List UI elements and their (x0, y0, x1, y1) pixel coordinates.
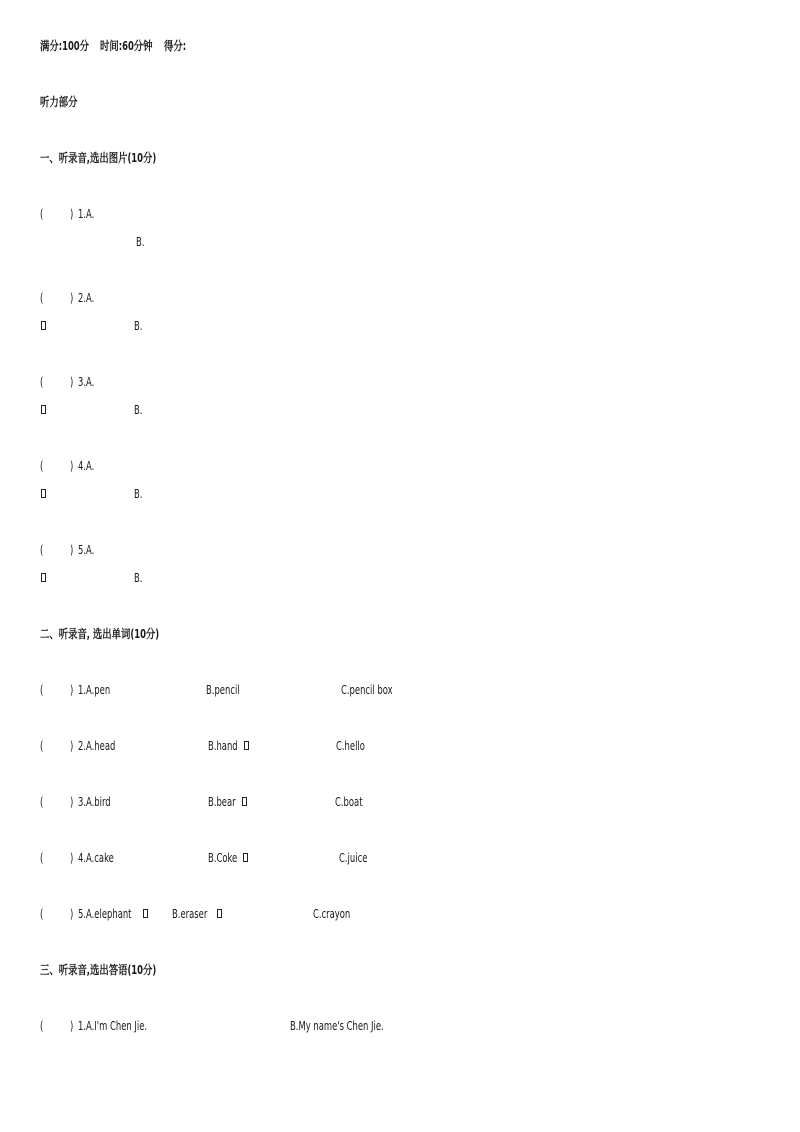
missing-glyph-icon (217, 909, 222, 918)
option-b: B.Coke (208, 851, 238, 865)
missing-image-icon (41, 573, 46, 582)
answer-bracket: ( ) (40, 459, 74, 473)
answer-bracket: ( ) (40, 291, 74, 305)
section-title-3: 三、听录音,选出答语(10分) (40, 963, 157, 977)
answer-bracket: ( ) (40, 739, 74, 753)
answer-bracket: ( ) (40, 795, 74, 809)
option-b: B. (134, 571, 143, 585)
question-number: 3.A. (78, 375, 95, 389)
missing-image-icon (41, 321, 46, 330)
option-c: C.boat (335, 795, 363, 809)
option-b: B. (134, 319, 143, 333)
option-a: 1.A.I'm Chen Jie. (78, 1019, 148, 1033)
missing-glyph-icon (243, 853, 248, 862)
time-label: 时间:60分钟 (100, 39, 153, 53)
missing-glyph-icon (143, 909, 148, 918)
score-label: 满分:100分 (40, 39, 90, 53)
missing-glyph-icon (244, 741, 249, 750)
missing-image-icon (41, 405, 46, 414)
option-b: B.bear (208, 795, 236, 809)
option-c: C.crayon (313, 907, 351, 921)
option-c: C.pencil box (341, 683, 393, 697)
question-number: 2.A. (78, 291, 95, 305)
answer-bracket: ( ) (40, 1019, 74, 1033)
option-b: B.My name's Chen Jie. (290, 1019, 384, 1033)
answer-bracket: ( ) (40, 543, 74, 557)
option-c: C.juice (339, 851, 368, 865)
section-title-2: 二、听录音, 选出单词(10分) (40, 627, 160, 641)
option-a: 4.A.cake (78, 851, 114, 865)
answer-bracket: ( ) (40, 683, 74, 697)
answer-bracket: ( ) (40, 207, 74, 221)
part-title: 听力部分 (40, 95, 78, 109)
option-b: B. (134, 403, 143, 417)
missing-glyph-icon (242, 797, 247, 806)
missing-image-icon (41, 489, 46, 498)
score-field-label: 得分: (164, 39, 187, 53)
option-a: 5.A.elephant (78, 907, 132, 921)
answer-bracket: ( ) (40, 851, 74, 865)
answer-bracket: ( ) (40, 907, 74, 921)
question-number: 5.A. (78, 543, 95, 557)
section-title-1: 一、听录音,选出图片(10分) (40, 151, 157, 165)
option-c: C.hello (336, 739, 365, 753)
option-a: 3.A.bird (78, 795, 111, 809)
option-b: B.pencil (206, 683, 240, 697)
option-a: 1.A.pen (78, 683, 111, 697)
option-a: 2.A.head (78, 739, 116, 753)
option-b: B.eraser (172, 907, 208, 921)
question-number: 4.A. (78, 459, 95, 473)
option-b: B. (136, 235, 145, 249)
option-b: B. (134, 487, 143, 501)
option-b: B.hand (208, 739, 238, 753)
question-number: 1.A. (78, 207, 95, 221)
answer-bracket: ( ) (40, 375, 74, 389)
